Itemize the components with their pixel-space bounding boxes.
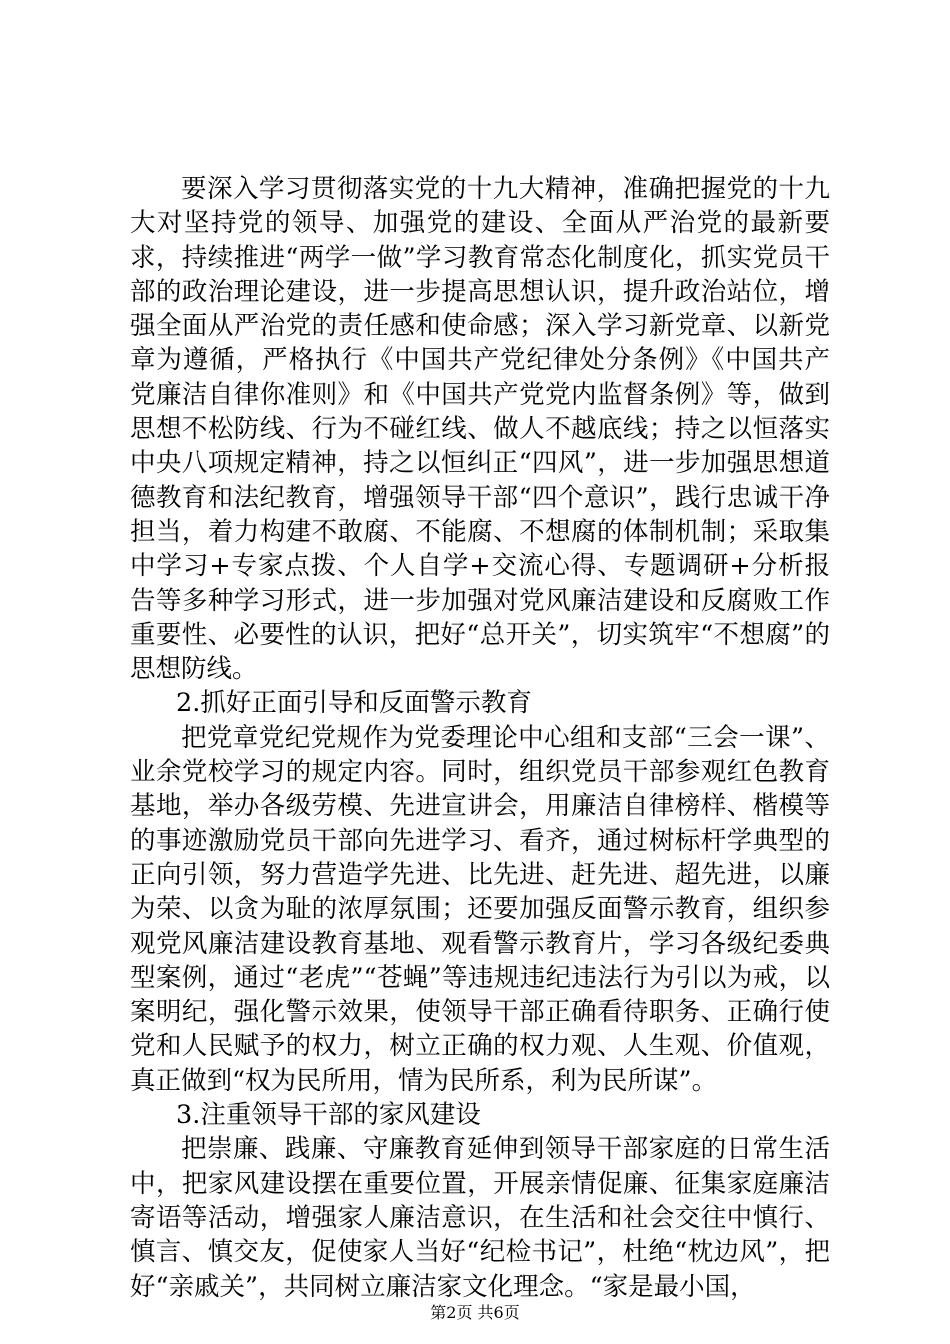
section-heading-2: 2.抓好正面引导和反面警示教育 [176,688,532,719]
page-number-footer: 第2页 共6页 [430,1303,520,1322]
body-paragraph-2: 把党章党纪党规作为党委理论中心组和支部“三会一课”、业余党校学习的规定内容。同时，组织党员干部参观红色教育基地，举办各级劳模、先进宣讲会，用廉洁自律榜样、楷模等的事迹激励党员干部向先进学习、看齐，通过树标杆学典型的正向引领，努力营造学先进、比先进、赶先进、超先进，以廉为荣、以贪为耻的浓厚氛围；还要加强反面警示教育，组织参观党风廉洁建设教育基地、观看警示教育片，学习各级纪委典型案例，通过“老虎”“苍蝇”等违规违纪违法行为引以为戒，以案明纪，强化警示效果，使领导干部正确看待职务、正确行使党和人民赋予的权力，树立正确的权力观、人生观、价值观，真正做到“权为民所用，情为民所系，利为民所谋”。 [130,722,830,1096]
section-heading-3: 3.注重领导干部的家风建设 [176,1100,481,1131]
body-paragraph-3: 把崇廉、践廉、守廉教育延伸到领导干部家庭的日常生活中，把家风建设摆在重要位置，开展亲情促廉、征集家庭廉洁寄语等活动，增强家人廉洁意识，在生活和社会交往中慎行、慎言、慎交友，促使家人当好“纪检书记”，杜绝“枕边风”，把好“亲戚关”，共同树立廉洁家文化理念。“家是最小国， [130,1134,830,1302]
body-paragraph-1: 要深入学习贯彻落实党的十九大精神，准确把握党的十九大对坚持党的领导、加强党的建设、全面从严治党的最新要求，持续推进“两学一做”学习教育常态化制度化，抓实党员干部的政治理论建设，进一步提高思想认识，提升政治站位，增强全面从严治党的责任感和使命感；深入学习新党章、以新党章为遵循，严格执行《中国共产党纪律处分条例》《中国共产党廉洁自律你准则》和《中国共产党党内监督条例》等，做到思想不松防线、行为不碰红线、做人不越底线；持之以恒落实中央八项规定精神，持之以恒纠正“四风”，进一步加强思想道德教育和法纪教育，增强领导干部“四个意识”，践行忠诚干净担当，着力构建不敢腐、不能腐、不想腐的体制机制；采取集中学习+专家点拨、个人自学+交流心得、专题调研+分析报告等多种学习形式，进一步加强对党风廉洁建设和反腐败工作重要性、必要性的认识，把好“总开关”，切实筑牢“不想腐”的思想防线。 [130,174,830,685]
document-body [130,172,830,1304]
